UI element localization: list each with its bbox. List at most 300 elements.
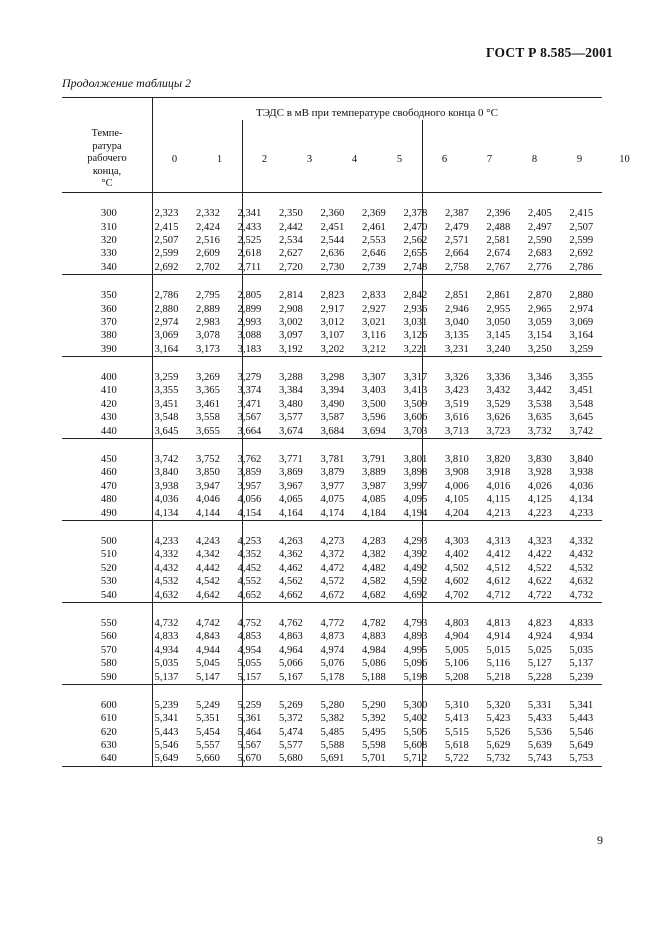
temperature-cell: 550 (100, 617, 117, 629)
emf-value-cell: 5,137 (154, 671, 179, 683)
emf-value-cell: 5,660 (196, 753, 220, 765)
emf-value-cell: 3,164 (569, 330, 594, 342)
temperature-cell: 320 (100, 234, 117, 246)
emf-value-cell: 5,331 (527, 699, 552, 711)
emf-value-cell: 5,106 (444, 658, 469, 670)
table-row (62, 535, 602, 548)
row-header-line: ратура (92, 140, 122, 152)
emf-value-cell: 4,974 (320, 644, 345, 656)
temperature-cell: 410 (100, 385, 117, 397)
temperature-cell: 520 (100, 562, 117, 574)
emf-value-cell: 5,269 (279, 699, 303, 711)
group-spacer (62, 193, 602, 207)
emf-value-cell: 2,965 (527, 303, 552, 315)
table-row (62, 316, 602, 329)
emf-value-cell: 3,500 (361, 398, 386, 410)
emf-value-cell: 4,742 (196, 617, 220, 629)
emf-value-cell: 3,908 (444, 467, 469, 479)
emf-value-cell: 3,742 (154, 454, 179, 466)
emf-value-cell: 4,432 (569, 549, 594, 561)
emf-value-cell: 5,025 (527, 644, 552, 656)
emf-value-cell: 3,403 (361, 385, 386, 397)
emf-value-cell: 3,674 (279, 425, 303, 437)
emf-value-cell: 2,767 (486, 261, 511, 273)
emf-value-cell: 2,590 (527, 234, 552, 246)
column-header: 0 (171, 154, 178, 165)
group-spacer (62, 521, 602, 535)
emf-value-cell: 5,474 (279, 726, 303, 738)
emf-value-cell: 2,805 (237, 290, 262, 302)
emf-value-cell: 4,095 (403, 494, 428, 506)
temperature-cell: 370 (100, 316, 117, 328)
emf-value-cell: 3,059 (527, 316, 552, 328)
emf-value-cell: 3,684 (320, 425, 345, 437)
emf-value-cell: 4,462 (279, 562, 303, 574)
emf-value-cell: 5,515 (444, 726, 469, 738)
emf-value-cell: 4,782 (361, 617, 386, 629)
emf-value-cell: 2,974 (154, 316, 179, 328)
column-header: 8 (531, 154, 538, 165)
emf-value-cell: 3,977 (320, 480, 345, 492)
emf-value-cell: 3,480 (279, 398, 303, 410)
emf-value-cell: 5,127 (527, 658, 552, 670)
emf-value-cell: 3,202 (320, 343, 345, 355)
table-row (62, 234, 602, 247)
emf-value-cell: 4,833 (154, 631, 179, 643)
emf-value-cell: 3,898 (403, 467, 428, 479)
column-header: 10 (619, 154, 630, 165)
emf-value-cell: 5,443 (569, 713, 594, 725)
emf-value-cell: 2,823 (320, 290, 345, 302)
emf-value-cell: 4,362 (279, 549, 303, 561)
emf-value-cell: 5,536 (527, 726, 552, 738)
emf-value-cell: 5,691 (320, 753, 345, 765)
emf-value-cell: 2,646 (361, 248, 386, 260)
temperature-cell: 350 (100, 290, 117, 302)
emf-value-cell: 3,365 (196, 385, 220, 397)
table-row-group (62, 603, 602, 685)
emf-value-cell: 3,423 (444, 385, 469, 397)
emf-value-cell: 3,461 (196, 398, 220, 410)
emf-value-cell: 5,526 (486, 726, 511, 738)
emf-value-cell: 2,516 (196, 234, 220, 246)
emf-value-cell: 3,577 (279, 412, 303, 424)
emf-value-cell: 5,320 (486, 699, 511, 711)
emf-value-cell: 2,889 (196, 303, 220, 315)
emf-value-cell: 3,830 (527, 454, 552, 466)
emf-value-cell: 3,655 (196, 425, 220, 437)
emf-value-cell: 3,002 (279, 316, 303, 328)
emf-value-cell: 3,336 (486, 372, 511, 384)
emf-value-cell: 5,743 (527, 753, 552, 765)
emf-value-cell: 3,567 (237, 412, 262, 424)
emf-value-cell: 4,793 (403, 617, 428, 629)
emf-value-cell: 3,626 (486, 412, 511, 424)
emf-value-cell: 3,791 (361, 454, 386, 466)
emf-value-cell: 2,332 (196, 208, 220, 220)
emf-value-cell: 4,522 (527, 562, 552, 574)
emf-value-cell: 4,233 (569, 507, 594, 519)
temperature-cell: 490 (100, 507, 117, 519)
table-row-group (62, 275, 602, 357)
emf-value-cell: 4,542 (196, 576, 220, 588)
emf-value-cell: 3,240 (486, 343, 511, 355)
temperature-cell: 480 (100, 494, 117, 506)
emf-value-cell: 3,012 (320, 316, 345, 328)
emf-value-cell: 3,645 (154, 425, 179, 437)
table-row (62, 247, 602, 260)
emf-value-cell: 3,840 (569, 454, 594, 466)
emf-value-cell: 3,078 (196, 330, 220, 342)
column-header: 4 (351, 154, 358, 165)
emf-value-cell: 5,649 (569, 740, 594, 752)
emf-value-cell: 5,015 (486, 644, 511, 656)
emf-value-cell: 3,889 (361, 467, 386, 479)
emf-value-cell: 4,253 (237, 536, 262, 547)
emf-value-cell: 2,899 (237, 303, 262, 315)
table-row (62, 644, 602, 657)
table-row (62, 726, 602, 739)
emf-value-cell: 5,567 (237, 740, 262, 752)
emf-value-cell: 5,454 (196, 726, 220, 738)
emf-value-cell: 4,632 (154, 589, 179, 601)
emf-value-cell: 4,984 (361, 644, 386, 656)
emf-value-cell: 4,944 (196, 644, 220, 656)
emf-value-cell: 2,378 (403, 208, 428, 220)
emf-value-cell: 3,645 (569, 412, 594, 424)
emf-value-cell: 4,213 (486, 507, 511, 519)
emf-value-cell: 4,883 (361, 631, 386, 643)
emf-value-cell: 3,987 (361, 480, 386, 492)
emf-value-cell: 4,672 (320, 589, 345, 601)
emf-value-cell: 4,642 (196, 589, 220, 601)
emf-value-cell: 2,983 (196, 316, 220, 328)
table-row (62, 289, 602, 302)
document-header: ГОСТ Р 8.585—2001 (486, 45, 613, 60)
emf-value-cell: 3,713 (444, 425, 469, 437)
group-spacer (62, 439, 602, 453)
table-row (62, 739, 602, 752)
emf-value-cell: 3,596 (361, 412, 386, 424)
emf-value-cell: 5,035 (154, 658, 179, 670)
emf-value-cell: 4,332 (569, 536, 594, 547)
emf-value-cell: 2,415 (569, 208, 594, 220)
emf-value-cell: 5,670 (237, 753, 262, 765)
emf-value-cell: 3,723 (486, 425, 511, 437)
emf-value-cell: 2,553 (361, 234, 386, 246)
emf-value-cell: 2,870 (527, 290, 552, 302)
emf-value-cell: 4,412 (486, 549, 511, 561)
emf-value-cell: 4,115 (486, 494, 511, 506)
emf-value-cell: 4,803 (444, 617, 469, 629)
emf-value-cell: 2,795 (196, 290, 220, 302)
emf-value-cell: 5,392 (361, 713, 386, 725)
emf-value-cell: 4,372 (320, 549, 345, 561)
emf-value-cell: 5,228 (527, 671, 552, 683)
emf-value-cell: 4,223 (527, 507, 552, 519)
emf-value-cell: 5,137 (569, 658, 594, 670)
emf-value-cell: 4,422 (527, 549, 552, 561)
emf-value-cell: 5,722 (444, 753, 469, 765)
emf-value-cell: 3,519 (444, 398, 469, 410)
emf-value-cell: 2,350 (279, 208, 303, 220)
emf-value-cell: 5,464 (237, 726, 262, 738)
emf-value-cell: 3,069 (154, 330, 179, 342)
emf-value-cell: 2,664 (444, 248, 469, 260)
emf-value-cell: 5,546 (154, 740, 179, 752)
temperature-cell: 440 (100, 425, 117, 437)
table-row (62, 329, 602, 342)
emf-value-cell: 4,853 (237, 631, 262, 643)
emf-value-cell: 5,629 (486, 740, 511, 752)
emf-value-cell: 2,405 (527, 208, 552, 220)
emf-value-cell: 4,532 (154, 576, 179, 588)
emf-value-cell: 3,259 (569, 343, 594, 355)
emf-value-cell: 3,279 (237, 372, 262, 384)
emf-value-cell: 4,904 (444, 631, 469, 643)
emf-value-cell: 4,914 (486, 631, 511, 643)
emf-value-cell: 3,031 (403, 316, 428, 328)
emf-value-cell: 5,310 (444, 699, 469, 711)
emf-value-cell: 4,134 (569, 494, 594, 506)
table-row (62, 261, 602, 274)
table-row (62, 220, 602, 233)
emf-value-cell: 4,732 (569, 589, 594, 601)
emf-value-cell: 3,635 (527, 412, 552, 424)
emf-value-cell: 3,509 (403, 398, 428, 410)
emf-value-cell: 3,355 (569, 372, 594, 384)
temperature-cell: 540 (100, 589, 117, 601)
emf-value-cell: 3,451 (569, 385, 594, 397)
emf-value-cell: 4,572 (320, 576, 345, 588)
emf-value-cell: 5,208 (444, 671, 469, 683)
emf-value-cell: 4,934 (569, 631, 594, 643)
emf-value-cell: 4,263 (279, 536, 303, 547)
emf-value-cell: 4,283 (361, 536, 386, 547)
emf-value-cell: 4,662 (279, 589, 303, 601)
emf-value-cell: 3,307 (361, 372, 386, 384)
emf-value-cell: 4,873 (320, 631, 345, 643)
emf-value-cell: 3,694 (361, 425, 386, 437)
emf-value-cell: 2,341 (237, 208, 262, 220)
temperature-cell: 640 (100, 753, 117, 765)
emf-value-cell: 3,317 (403, 372, 428, 384)
emf-value-cell: 2,599 (569, 234, 594, 246)
emf-value-cell: 2,730 (320, 261, 345, 273)
table-row (62, 575, 602, 588)
emf-value-cell: 3,490 (320, 398, 345, 410)
emf-value-cell: 5,382 (320, 713, 345, 725)
group-spacer (62, 275, 602, 289)
row-header-line: рабочего (87, 153, 127, 164)
emf-value-cell: 5,753 (569, 753, 594, 765)
emf-value-cell: 3,145 (486, 330, 511, 342)
table-row (62, 398, 602, 411)
emf-value-cell: 4,502 (444, 562, 469, 574)
emf-value-cell: 5,505 (403, 726, 428, 738)
table-row (62, 453, 602, 466)
table-row-group (62, 439, 602, 521)
emf-value-cell: 5,701 (361, 753, 386, 765)
row-header-line: °С (101, 178, 113, 189)
emf-value-cell: 4,006 (444, 480, 469, 492)
emf-value-cell: 5,413 (444, 713, 469, 725)
table-row (62, 466, 602, 479)
emf-value-cell: 5,178 (320, 671, 345, 683)
emf-value-cell: 2,424 (196, 221, 220, 233)
emf-value-cell: 3,957 (237, 480, 262, 492)
emf-value-cell: 5,086 (361, 658, 386, 670)
emf-value-cell: 2,786 (569, 261, 594, 273)
emf-value-cell: 4,233 (154, 536, 179, 547)
row-header-line: Темпе- (91, 128, 123, 139)
emf-value-cell: 2,861 (486, 290, 511, 302)
emf-value-cell: 5,402 (403, 713, 428, 725)
emf-value-cell: 3,050 (486, 316, 511, 328)
emf-value-cell: 2,758 (444, 261, 469, 273)
emf-value-cell: 3,154 (527, 330, 552, 342)
emf-value-cell: 4,863 (279, 631, 303, 643)
emf-value-cell: 4,026 (527, 480, 552, 492)
emf-value-cell: 5,147 (196, 671, 220, 683)
emf-value-cell: 3,069 (569, 316, 594, 328)
temperature-cell: 330 (100, 248, 117, 260)
emf-value-cell: 5,618 (444, 740, 469, 752)
emf-value-cell: 2,739 (361, 261, 386, 273)
emf-value-cell: 4,332 (154, 549, 179, 561)
emf-value-cell: 4,752 (237, 617, 262, 629)
emf-value-cell: 3,771 (279, 454, 303, 466)
table-row (62, 343, 602, 356)
emf-value-cell: 5,588 (320, 740, 345, 752)
emf-value-cell: 2,488 (486, 221, 511, 233)
emf-value-cell: 3,442 (527, 385, 552, 397)
temperature-cell: 510 (100, 549, 117, 561)
emf-value-cell: 4,036 (154, 494, 179, 506)
emf-value-cell: 3,742 (569, 425, 594, 437)
emf-value-cell: 5,577 (279, 740, 303, 752)
emf-value-cell: 4,632 (569, 576, 594, 588)
emf-value-cell: 4,065 (279, 494, 303, 506)
emf-value-cell: 5,712 (403, 753, 428, 765)
temperature-cell: 620 (100, 726, 117, 738)
emf-value-cell: 2,842 (403, 290, 428, 302)
emf-value-cell: 3,221 (403, 343, 428, 355)
emf-value-cell: 4,382 (361, 549, 386, 561)
table-row (62, 617, 602, 630)
temperature-cell: 340 (100, 261, 117, 273)
emf-value-cell: 2,470 (403, 221, 428, 233)
emf-value-cell: 4,016 (486, 480, 511, 492)
table-row (62, 207, 602, 220)
emf-value-cell: 4,692 (403, 589, 428, 601)
emf-value-cell: 4,833 (569, 617, 594, 629)
emf-value-cell: 2,479 (444, 221, 469, 233)
table-header (62, 97, 630, 193)
emf-value-cell: 3,997 (403, 480, 428, 492)
emf-value-cell: 5,045 (196, 658, 220, 670)
emf-value-cell: 2,655 (403, 248, 428, 260)
table-row (62, 424, 602, 437)
table-continuation-label: Продолжение таблицы 2 (62, 76, 192, 90)
emf-value-cell: 4,164 (279, 507, 303, 519)
emf-value-cell: 4,612 (486, 576, 511, 588)
emf-value-cell: 2,833 (361, 290, 386, 302)
emf-value-cell: 3,088 (237, 330, 262, 342)
table-caption: ТЭДС в мВ при температуре свободного конца 0 °С (256, 107, 498, 119)
temperature-cell: 360 (100, 303, 117, 315)
emf-value-cell: 3,548 (569, 398, 594, 410)
emf-value-cell: 3,947 (196, 480, 220, 492)
emf-value-cell: 4,056 (237, 494, 262, 506)
table-row-group (62, 357, 602, 439)
emf-value-cell: 5,249 (196, 699, 220, 711)
table-row-group (62, 685, 602, 767)
emf-value-cell: 4,702 (444, 589, 469, 601)
group-spacer (62, 357, 602, 371)
row-header (62, 128, 152, 191)
table-body (62, 193, 602, 767)
emf-value-cell: 4,762 (279, 617, 303, 629)
emf-value-cell: 2,993 (237, 316, 262, 328)
emf-value-cell: 4,154 (237, 507, 262, 519)
table-row (62, 752, 602, 765)
temperature-cell: 580 (100, 658, 117, 670)
emf-value-cell: 2,562 (403, 234, 428, 246)
emf-value-cell: 4,552 (237, 576, 262, 588)
temperature-cell: 630 (100, 740, 117, 752)
emf-value-cell: 2,851 (444, 290, 469, 302)
column-header: 7 (486, 154, 493, 165)
emf-value-cell: 2,692 (569, 248, 594, 260)
emf-value-cell: 3,606 (403, 412, 428, 424)
emf-value-cell: 3,413 (403, 385, 428, 397)
emf-value-cell: 5,076 (320, 658, 345, 670)
emf-value-cell: 3,801 (403, 454, 428, 466)
emf-value-cell: 3,346 (527, 372, 552, 384)
emf-value-cell: 2,396 (486, 208, 511, 220)
table-row (62, 657, 602, 670)
table-row (62, 493, 602, 506)
emf-value-cell: 2,748 (403, 261, 428, 273)
temperature-cell: 470 (100, 480, 117, 492)
emf-value-cell: 5,300 (403, 699, 428, 711)
group-spacer (62, 685, 602, 699)
emf-value-cell: 4,472 (320, 562, 345, 574)
emf-value-cell: 2,599 (154, 248, 179, 260)
emf-value-cell: 4,532 (569, 562, 594, 574)
emf-value-cell: 3,928 (527, 467, 552, 479)
emf-value-cell: 4,492 (403, 562, 428, 574)
emf-value-cell: 2,683 (527, 248, 552, 260)
emf-value-cell: 3,938 (154, 480, 179, 492)
temperature-cell: 530 (100, 576, 117, 588)
table-row (62, 699, 602, 712)
emf-value-cell: 3,703 (403, 425, 428, 437)
emf-value-cell: 3,967 (279, 480, 303, 492)
emf-value-cell: 5,557 (196, 740, 220, 752)
emf-value-cell: 4,134 (154, 507, 179, 519)
emf-value-cell: 4,652 (237, 589, 262, 601)
emf-value-cell: 3,192 (279, 343, 303, 355)
row-header-line: конца, (92, 165, 122, 177)
emf-value-cell: 3,664 (237, 425, 262, 437)
body-divider (152, 193, 153, 767)
emf-value-cell: 5,116 (486, 658, 511, 670)
emf-value-cell: 2,692 (154, 261, 179, 273)
table-row (62, 562, 602, 575)
emf-value-cell: 5,341 (154, 713, 179, 725)
